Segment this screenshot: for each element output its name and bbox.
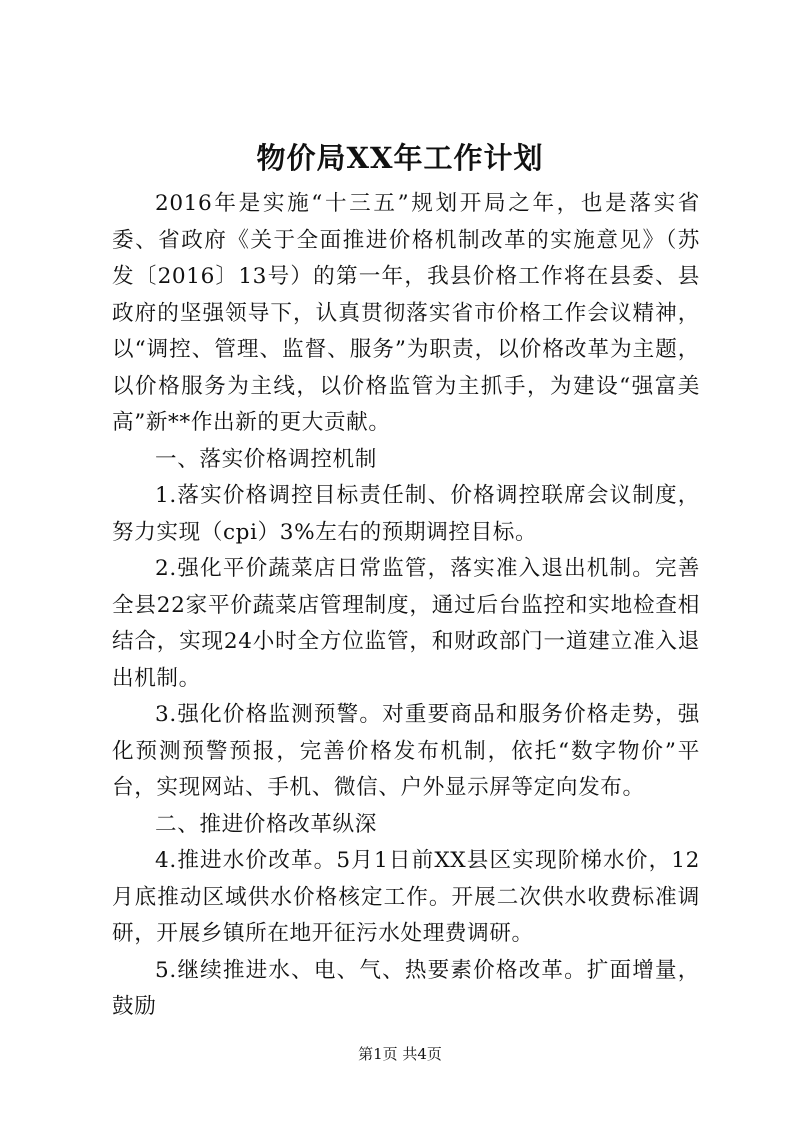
intro-paragraph: 2016年是实施“十三五”规划开局之年，也是落实省委、省政府《关于全面推进价格机制改革的实施意见》（苏发〔2016〕13号）的第一年，我县价格工作将在县委、县政府的坚强领导下，认真贯彻落实省市价格工作会议精神，以“调控、管理、监督、服务”为职责，以价格改革为主题，以价格服务为主线，以价格监管为主抓手，为建设“强富美高”新**作出新的更大贡献。 [112,191,700,435]
paragraph-item-2: 2.强化平价蔬菜店日常监管，落实准入退出机制。完善全县22家平价蔬菜店管理制度，通过后台监控和实地检查相结合，实现24小时全方位监管，和财政部门一道建立准入退出机制。 [112,556,700,691]
page-footer: 第1页 共4页 [358,1045,442,1063]
paragraph-item-3: 3.强化价格监测预警。对重要商品和服务价格走势，强化预测预警预报，完善价格发布机制，依托“数字物价”平台，实现网站、手机、微信、户外显示屏等定向发布。 [112,702,700,800]
document-title: 物价局XX年工作计划 [256,141,544,175]
section-heading-1: 一、落实价格调控机制 [155,446,377,472]
paragraph-item-5: 5.继续推进水、电、气、热要素价格改革。扩面增量，鼓励 [112,957,700,1019]
paragraph-item-4: 4.推进水价改革。5月1日前XX县区实现阶梯水价，12月底推动区域供水价格核定工作。开展二次供水收费标准调研，开展乡镇所在地开征污水处理费调研。 [112,848,700,946]
document-body [112,186,700,1026]
section-heading-2: 二、推进价格改革纵深 [155,811,377,837]
paragraph-item-1: 1.落实价格调控目标责任制、价格调控联席会议制度，努力实现（cpi）3%左右的预期调控目标。 [112,483,700,545]
